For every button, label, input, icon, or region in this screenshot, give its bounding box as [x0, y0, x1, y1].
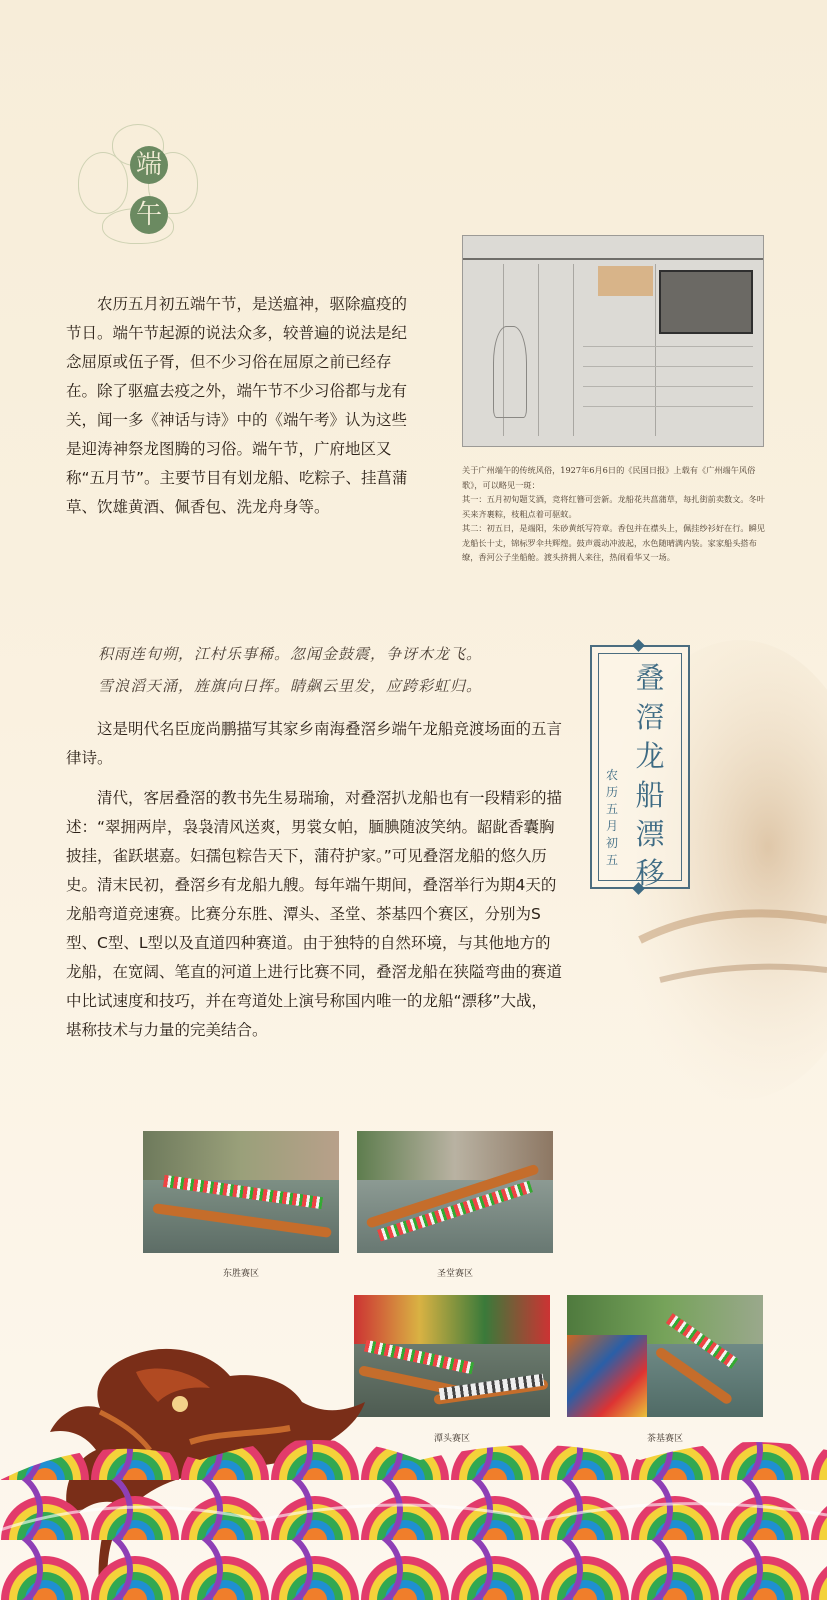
caption-verse-2: 其二：初五日，是端阳，朱砂黄纸写符章。香包并在襟头上，佩挂纱衫好在行。瞬见龙船长十丈，锦标罗伞共辉煌。鼓声震动冲波起，水色随晴满内装。家家船头搭布缭，香河公子坐船舱。渡头挤拥人来往，热闹看华又一场。	[462, 523, 765, 562]
poem-line-2: 雪浪滔天涌，旌旗向日挥。睛飙云里发，应跨彩虹归。	[98, 677, 483, 695]
title-box	[590, 645, 690, 889]
highlighted-article	[598, 266, 653, 296]
poem	[98, 638, 482, 702]
newspaper-caption	[462, 463, 767, 565]
caption-chaji: 茶基赛区	[646, 1434, 683, 1444]
poem-line-1: 积雨连旬朔，江村乐事稀。忽闻金鼓震，争讶木龙飞。	[98, 645, 483, 663]
main-body	[66, 715, 562, 1056]
figure-illustration	[493, 326, 527, 418]
newspaper-clipping-image	[462, 235, 764, 447]
photo-tantou	[354, 1295, 550, 1417]
body-paragraph-1: 这是明代名臣庞尚鹏描写其家乡南海叠滘乡端午龙船竞渡场面的五言律诗。	[66, 720, 563, 767]
vertical-title: 叠滘龙船漂移	[635, 661, 665, 890]
newspaper-masthead	[463, 236, 763, 260]
photo-chaji	[567, 1295, 763, 1417]
caption-intro: 关于广州端午的传统风俗，1927年6月6日的《民国日报》上载有《广州端午风俗歌》，可以略见一斑：	[462, 465, 756, 490]
vertical-subtitle: 农历五月初五	[605, 768, 618, 867]
photo-shengtang	[357, 1131, 553, 1253]
intro-paragraph: 农历五月初五端午节，是送瘟神，驱除瘟疫的节日。端午节起源的说法众多，较普遍的说法是纪念屈原或伍子胥，但不少习俗在屈原之前已经存在。除了驱瘟去疫之外，端午节不少习俗都与龙有关，闻一多《神话与诗》中的《端午考》认为这些是迎涛神祭龙图腾的习俗。端午节，广府地区又称“五月节”。主要节目有划龙船、吃粽子、挂菖蒲草、饮雄黄酒、佩香包、洗龙舟身等。	[66, 295, 408, 516]
emblem-char-duan: 端	[130, 146, 168, 184]
caption-tantou: 潭头赛区	[433, 1434, 470, 1444]
body-paragraph-2: 清代，客居叠滘的教书先生易瑞瑜，对叠滘扒龙船也有一段精彩的描述：“翠拥两岸，袅袅清风送爽，男裳女帕，腼腆随波笑纳。龆龀香囊胸披挂，雀跃堪嘉。妇孺包粽告天下，蒲苻护家。”可见叠滘龙船的悠久历史。清末民初，叠滘乡有龙船九艘。每年端午期间，叠滘举行为期4天的龙船弯道竞速赛。比赛分东胜、潭头、圣堂、茶基四个赛区，分别为S型、C型、L型以及直道四种赛道。由于独特的自然环境，与其他地方的龙船，在宽阔、笔直的河道上进行比赛不同，叠滘龙船在狭隘弯曲的赛道中比试速度和技巧，并在弯道处上演号称国内唯一的龙船“漂移”大战，堪称技术与力量的完美结合。	[66, 789, 563, 1039]
newspaper-photo	[659, 270, 753, 334]
photo-dongsheng	[143, 1131, 339, 1253]
emblem-char-wu: 午	[130, 196, 168, 234]
colorful-waves-decoration	[0, 1420, 827, 1600]
caption-verse-1: 其一：五月初旬题艾酒，竞将红簪可尝新。龙船花共菖蒲草，每扎街前卖数文。冬叶买来齐裹粽，枝粗点着可驱蚊。	[462, 494, 765, 519]
caption-dongsheng: 东胜赛区	[222, 1269, 259, 1279]
caption-shengtang: 圣堂赛区	[436, 1269, 473, 1279]
festival-emblem	[82, 128, 192, 238]
